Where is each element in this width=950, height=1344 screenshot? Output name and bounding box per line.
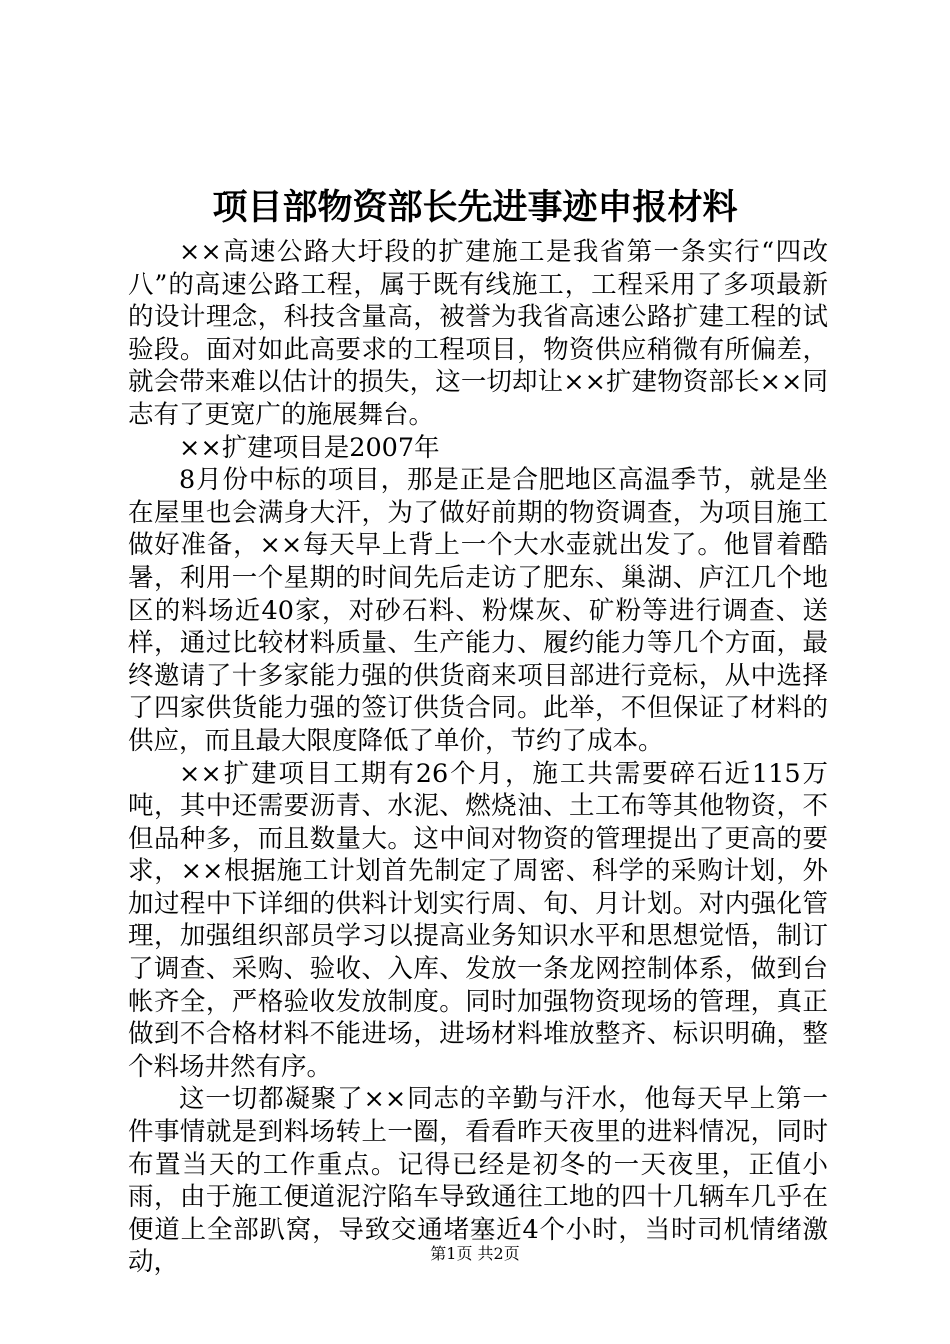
paragraph: ××高速公路大圩段的扩建施工是我省第一条实行“四改八”的高速公路工程，属于既有线施工，工程采用了多项最新的设计理念，科技含量高，被誉为我省高速公路扩建工程的试验段。面对如此高要求的工程项目，物资供应稍微有所偏差，就会带来难以估计的损失，这一切却让××扩建物资部长××同志有了更宽广的施展舞台。: [128, 237, 828, 430]
document-title: 项目部物资部长先进事迹申报材料: [212, 187, 738, 228]
paragraph: ××扩建项目工期有26个月，施工共需要碎石近115万吨，其中还需要沥青、水泥、燃烧油、土工布等其他物资，不但品种多，而且数量大。这中间对物资的管理提出了更高的要求，××根据施工计划首先制定了周密、科学的采购计划，外加过程中下详细的供料计划实行周、旬、月计划。对内强化管理，加强组织部员学习以提高业务知识水平和思想觉悟，制订了调查、采购、验收、入库、发放一条龙网控制体系，做到台帐齐全，严格验收发放制度。同时加强物资现场的管理，真正做到不合格材料不能进场，进场材料堆放整齐、标识明确，整个料场井然有序。: [128, 758, 828, 1082]
document-body: [128, 236, 828, 1279]
paragraph: ××扩建项目是2007年: [179, 432, 440, 463]
paragraph: 8月份中标的项目，那是正是合肥地区高温季节，就是坐在屋里也会满身大汗，为了做好前期的物资调查，为项目施工做好准备，××每天早上背上一个大水壶就出发了。他冒着酷暑，利用一个星期的时间先后走访了肥东、巢湖、庐江几个地区的料场近40家，对砂石料、粉煤灰、矿粉等进行调查、送样，通过比较材料质量、生产能力、履约能力等几个方面，最终邀请了十多家能力强的供货商来项目部进行竞标，从中选择了四家供货能力强的签订供货合同。此举，不但保证了材料的供应，而且最大限度降低了单价，节约了成本。: [128, 465, 828, 756]
paragraph: 这一切都凝聚了××同志的辛勤与汗水，他每天早上第一件事情就是到料场转上一圈，看看昨天夜里的进料情况，同时布置当天的工作重点。记得已经是初冬的一天夜里，正值小雨，由于施工便道泥泞陷车导致通往工地的四十几辆车几乎在便道上全部趴窝，导致交通堵塞近4个小时，当时司机情绪激动，: [128, 1084, 828, 1278]
page-number-footer: 第1页 共2页: [430, 1244, 520, 1263]
